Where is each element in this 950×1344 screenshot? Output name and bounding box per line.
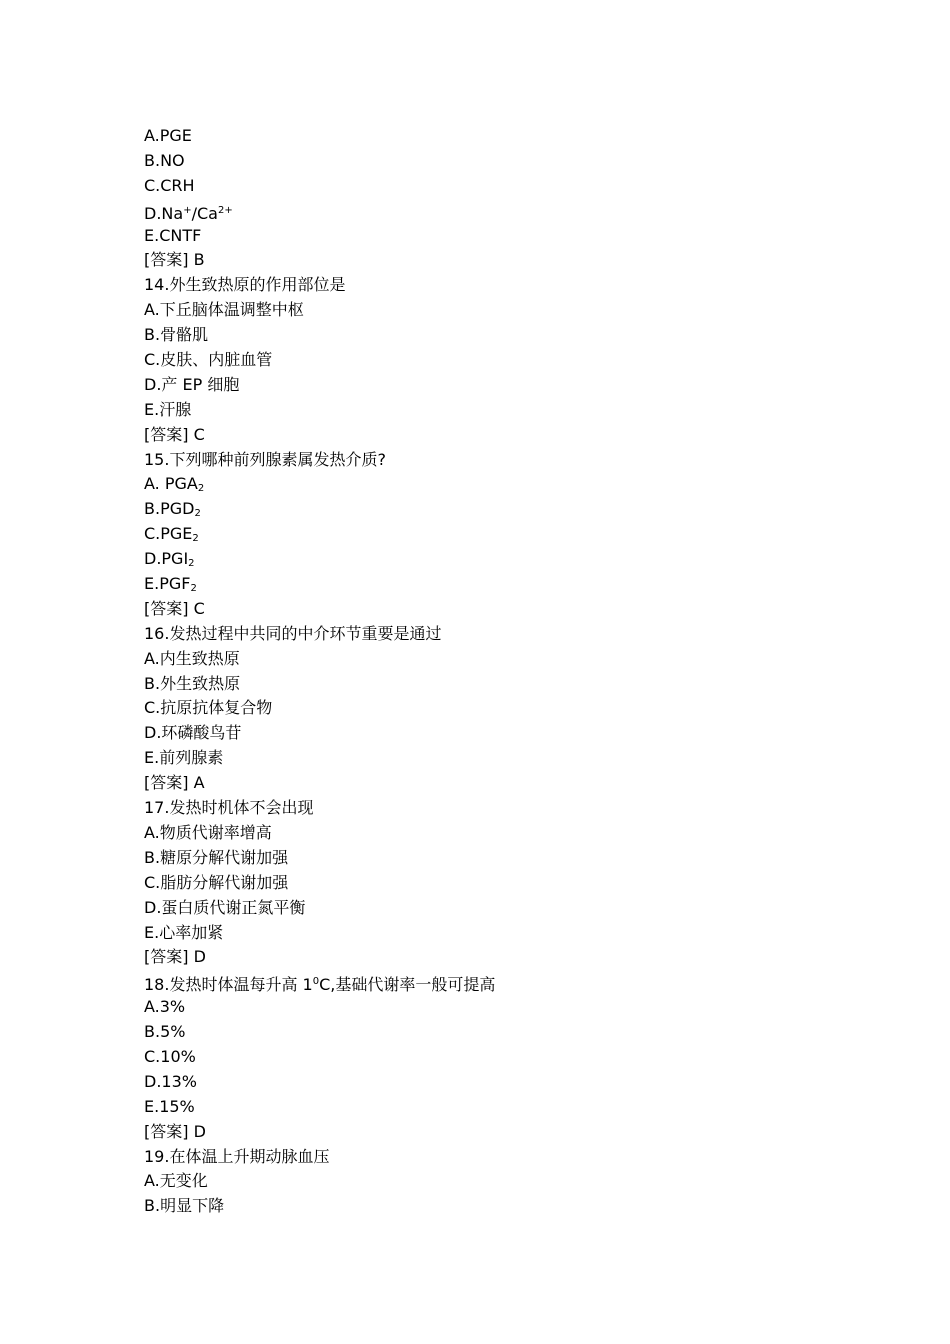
answer-option: D.产 EP 细胞 <box>144 374 240 394</box>
answer-option: C.CRH <box>144 175 195 195</box>
answer-option <box>144 199 824 224</box>
superscript: + <box>183 204 192 216</box>
question-text: 16.发热过程中共同的中介环节重要是通过 <box>144 623 442 643</box>
answer-option: E.15% <box>144 1096 195 1116</box>
text-run: D.Na <box>144 203 184 223</box>
answer-option: B.外生致热原 <box>144 673 241 693</box>
subscript: 2 <box>188 558 195 570</box>
answer-option: C.皮肤、内脏血管 <box>144 350 273 370</box>
answer-key: [答案] D <box>144 947 206 967</box>
subscript: 2 <box>197 483 205 495</box>
subscript: 2 <box>192 533 199 545</box>
answer-option: C.抗原抗体复合物 <box>144 698 273 718</box>
answer-option: A.PGE <box>144 126 192 145</box>
text-run: A. PGA <box>144 474 198 494</box>
answer-option: E.CNTF <box>144 225 202 245</box>
text-run: B.PGD <box>144 499 195 519</box>
answer-option: B.5% <box>144 1022 186 1042</box>
answer-option: A.物质代谢率增高 <box>144 822 272 842</box>
answer-option: A.无变化 <box>144 1171 208 1191</box>
superscript: 0 <box>312 976 320 988</box>
answer-key: [答案] B <box>144 250 205 270</box>
answer-option: D.蛋白质代谢正氮平衡 <box>144 897 306 917</box>
answer-option: B.糖原分解代谢加强 <box>144 847 289 867</box>
answer-option: E.汗腺 <box>144 399 192 419</box>
answer-option: B.骨骼肌 <box>144 325 209 345</box>
answer-option: C.脂肪分解代谢加强 <box>144 872 289 892</box>
answer-option: B.NO <box>144 150 185 170</box>
answer-option <box>144 522 824 547</box>
answer-option: D.13% <box>144 1071 197 1091</box>
question-text: 19.在体温上升期动脉血压 <box>144 1146 330 1166</box>
question-text: 17.发热时机体不会出现 <box>144 798 314 818</box>
answer-option: A.内生致热原 <box>144 648 240 668</box>
answer-option: B.明显下降 <box>144 1196 225 1216</box>
answer-option: E.心率加紧 <box>144 922 224 942</box>
subscript: 2 <box>190 583 197 595</box>
answer-option <box>144 572 824 597</box>
exam-text-block <box>144 124 824 1219</box>
text-run: 18.发热时体温每升高 1 <box>144 975 313 995</box>
subscript: 2 <box>194 508 201 520</box>
text-run: /Ca <box>191 203 218 223</box>
text-run: D.PGI <box>144 549 189 569</box>
text-run: C.PGE <box>144 524 193 544</box>
answer-key: [答案] A <box>144 773 205 793</box>
question-text: 14.外生致热原的作用部位是 <box>144 275 346 295</box>
answer-option: C.10% <box>144 1046 196 1066</box>
answer-option: E.前列腺素 <box>144 748 224 768</box>
answer-key: [答案] C <box>144 598 205 618</box>
question-text <box>144 970 824 995</box>
answer-option: D.环磷酸鸟苷 <box>144 723 242 743</box>
answer-key: [答案] D <box>144 1121 206 1141</box>
answer-option: A.下丘脑体温调整中枢 <box>144 300 304 320</box>
answer-option <box>144 472 824 497</box>
text-run: C,基础代谢率一般可提高 <box>319 975 496 995</box>
answer-option <box>144 547 824 572</box>
answer-option <box>144 497 824 522</box>
superscript: 2+ <box>217 204 233 216</box>
question-text: 15.下列哪种前列腺素属发热介质? <box>144 449 386 469</box>
answer-key: [答案] C <box>144 424 205 444</box>
answer-option: A.3% <box>144 997 186 1017</box>
text-run: E.PGF <box>144 574 191 594</box>
